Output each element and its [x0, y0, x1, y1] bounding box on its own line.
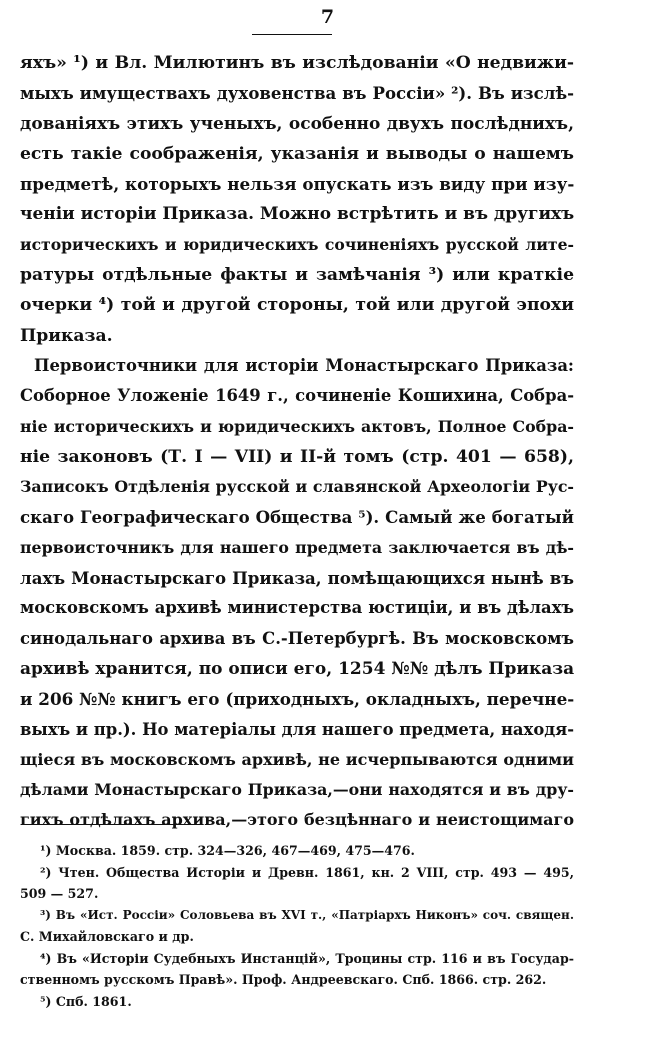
footnote-line: ¹) Москва. 1859. стр. 324—326, 467—469, 475—476.: [40, 843, 415, 858]
text-line: Соборное Уложеніе 1649 г., сочиненіе Кошихина, Собра-: [20, 386, 574, 406]
text-line: яхъ» ¹) и Вл. Милютинъ въ изслѣдованіи «О недвижи-: [20, 53, 574, 73]
text-line: первоисточникъ для нашего предмета заключается въ дѣ-: [20, 537, 574, 557]
text-line: гихъ отдѣлахъ архива,—этого безцѣннаго и неистощимаго: [20, 810, 574, 830]
text-line: скаго Географическаго Общества ⁵). Самый же богатый: [20, 507, 574, 528]
text-line: ніе законовъ (Т. I — VII) и II-й томъ (стр. 401 — 658),: [20, 446, 574, 467]
text-line: очерки ⁴) той и другой стороны, той или другой эпохи: [20, 295, 574, 316]
footnote-rule: [22, 824, 202, 825]
text-line: Записокъ Отдѣленія русской и славянской Археологіи Рус-: [20, 477, 574, 497]
page-number: 7: [320, 6, 335, 28]
text-line: и 206 №№ книгъ его (приходныхъ, окладныхъ, перечне-: [20, 689, 575, 710]
text-line: выхъ и пр.). Но матеріалы для нашего предмета, находя-: [20, 719, 575, 739]
footnotes: [20, 840, 574, 1012]
footnote-line: ³) Въ «Ист. Россіи» Соловьева въ XVI т., «Патріархъ Никонъ» соч. священ.: [40, 907, 574, 922]
footnote-line: С. Михайловскаго и др.: [20, 929, 194, 944]
text-line: есть такіе соображенія, указанія и выводы о нашемъ: [20, 143, 574, 164]
footnote-line: ⁵) Спб. 1861.: [40, 993, 132, 1009]
text-line: щіеся въ московскомъ архивѣ, не исчерпываются одними: [20, 749, 574, 769]
text-line: Первоисточники для исторіи Монастырскаго Приказа:: [34, 355, 574, 375]
footnote-line: ⁴) Въ «Исторіи Судебныхъ Инстанцій», Троцины стр. 116 и въ Государ-: [40, 950, 574, 966]
footnote-line: 509 — 527.: [20, 886, 99, 901]
text-line: синодальнаго архива въ С.-Петербургѣ. Въ московскомъ: [20, 628, 574, 648]
text-line: московскомъ архивѣ министерства юстиціи, и въ дѣлахъ: [20, 598, 574, 618]
text-line: лахъ Монастырскаго Приказа, помѣщающихся нынѣ въ: [20, 568, 574, 589]
text-line: архивѣ хранится, по описи его, 1254 №№ дѣлъ Приказа: [20, 658, 575, 679]
header-rule: [252, 34, 332, 35]
text-line: ніе историческихъ и юридическихъ актовъ, Полное Собра-: [20, 416, 574, 436]
text-line: дованіяхъ этихъ ученыхъ, особенно двухъ послѣднихъ,: [20, 113, 574, 134]
text-line: мыхъ имуществахъ духовенства въ Россіи» ²). Въ изслѣ-: [20, 83, 574, 104]
main-text: [20, 48, 574, 836]
text-line: ченіи исторіи Приказа. Можно встрѣтить и въ другихъ: [20, 204, 575, 225]
text-line: историческихъ и юридическихъ сочиненіяхъ русской лите-: [20, 234, 574, 254]
text-line: предметѣ, которыхъ нельзя опускать изъ виду при изу-: [20, 174, 575, 195]
text-line: Приказа.: [20, 325, 113, 346]
text-line: ратуры отдѣльные факты и замѣчанія ³) или краткіе: [20, 265, 574, 286]
text-line: дѣлами Монастырскаго Приказа,—они находятся и въ дру-: [20, 780, 574, 800]
footnote-line: ственномъ русскомъ Правѣ». Проф. Андреевскаго. Спб. 1866. стр. 262.: [20, 972, 547, 987]
footnote-line: ²) Чтен. Общества Исторіи и Древн. 1861, кн. 2 VIII, стр. 493 — 495,: [40, 864, 574, 880]
